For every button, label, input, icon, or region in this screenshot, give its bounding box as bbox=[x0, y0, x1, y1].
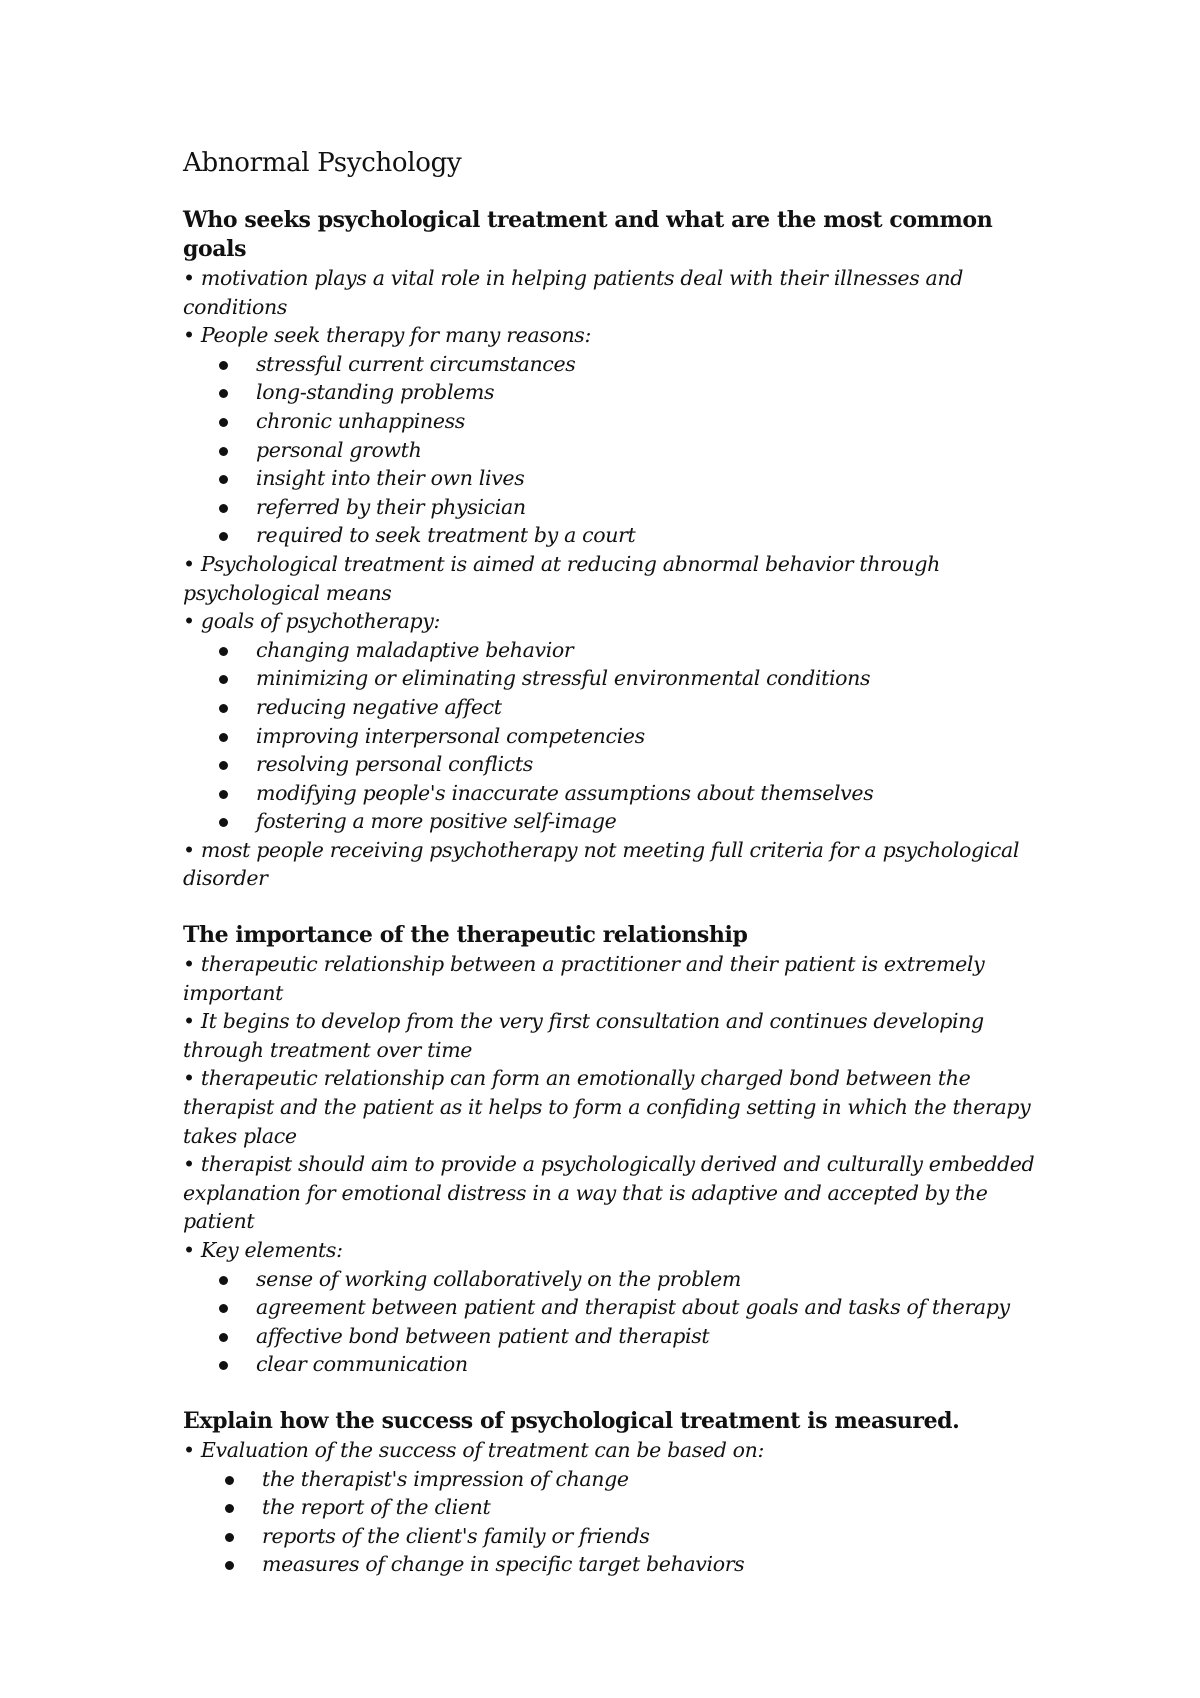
bullet-text: Evaluation of the success of treatment can be based on: bbox=[200, 1437, 765, 1462]
list-item-text: reducing negative affect bbox=[256, 694, 502, 719]
list-item-text: reports of the client's family or friends bbox=[262, 1523, 650, 1548]
bullet-dot-icon bbox=[219, 733, 228, 742]
list-item bbox=[183, 722, 1043, 751]
list-item bbox=[183, 493, 1043, 522]
bullet-text: Psychological treatment is aimed at reducing abnormal behavior through psychological means bbox=[183, 551, 941, 605]
section-heading: The importance of the therapeutic relationship bbox=[183, 922, 748, 949]
bullet-dot-icon bbox=[219, 761, 228, 770]
list-item bbox=[183, 378, 1043, 407]
bullet-text: People seek therapy for many reasons: bbox=[200, 323, 592, 348]
list-item bbox=[183, 779, 1043, 808]
bullet-paragraph bbox=[183, 607, 1043, 636]
list-item-text: insight into their own lives bbox=[256, 466, 525, 491]
list-item-text: the therapist's impression of change bbox=[262, 1466, 629, 1491]
list-item-text: the report of the client bbox=[262, 1495, 491, 1520]
list-item-text: minimizing or eliminating stressful environmental conditions bbox=[256, 666, 871, 691]
section-measuring-success bbox=[183, 1407, 1043, 1579]
section-therapeutic-relationship bbox=[183, 921, 1043, 1379]
list-item-text: sense of working collaboratively on the problem bbox=[256, 1266, 741, 1291]
list-item bbox=[183, 1465, 1043, 1494]
bullet-text: therapeutic relationship between a practitioner and their patient is extremely important bbox=[183, 952, 985, 1005]
bullet-text: therapist should aim to provide a psychologically derived and culturally embedded explanation for emotional distress in a way that is adaptive and accepted by the patient bbox=[183, 1152, 1035, 1234]
bullet-marker: • bbox=[183, 266, 195, 290]
section-who-seeks-treatment bbox=[183, 206, 1043, 893]
bullet-dot-icon bbox=[219, 361, 228, 370]
bullet-paragraph bbox=[183, 321, 1043, 350]
list-item-text: stressful current circumstances bbox=[256, 351, 576, 376]
list-item-text: personal growth bbox=[256, 437, 422, 462]
section-heading: Who seeks psychological treatment and what are the most common goals bbox=[183, 207, 993, 262]
list-item-text: changing maladaptive behavior bbox=[256, 637, 574, 662]
list-item bbox=[183, 464, 1043, 493]
list-item bbox=[183, 1322, 1043, 1351]
section-heading: Explain how the success of psychological treatment is measured. bbox=[183, 1407, 960, 1434]
bullet-marker: • bbox=[183, 952, 195, 977]
bullet-paragraph bbox=[183, 550, 1043, 607]
bullet-marker: • bbox=[183, 323, 195, 348]
bullet-dot-icon bbox=[219, 504, 228, 513]
bullet-paragraph bbox=[183, 1150, 1043, 1236]
list-item bbox=[183, 807, 1043, 836]
bullet-dot-icon bbox=[219, 675, 228, 684]
bullet-paragraph bbox=[183, 1007, 1043, 1064]
bullet-dot-icon bbox=[225, 1504, 234, 1513]
document-title: Abnormal Psychology bbox=[183, 148, 462, 178]
bullet-text: motivation plays a vital role in helping patients deal with their illnesses and conditions bbox=[183, 266, 964, 319]
bullet-paragraph bbox=[183, 1064, 1043, 1150]
measures-list bbox=[183, 1465, 1043, 1579]
list-item bbox=[183, 1293, 1043, 1322]
reasons-list bbox=[183, 350, 1043, 550]
goals-list bbox=[183, 636, 1043, 836]
bullet-dot-icon bbox=[219, 704, 228, 713]
list-item-text: required to seek treatment by a court bbox=[256, 523, 636, 548]
bullet-text: It begins to develop from the very first consultation and continues developing through treatment over time bbox=[183, 1009, 984, 1062]
document-page bbox=[183, 146, 1043, 1607]
list-item-text: resolving personal conflicts bbox=[256, 752, 533, 777]
bullet-text: goals of psychotherapy: bbox=[200, 609, 441, 634]
list-item-text: modifying people's inaccurate assumptions about themselves bbox=[256, 780, 874, 805]
bullet-dot-icon bbox=[219, 475, 228, 484]
key-elements-list bbox=[183, 1265, 1043, 1379]
bullet-dot-icon bbox=[219, 790, 228, 799]
bullet-dot-icon bbox=[219, 447, 228, 456]
list-item bbox=[183, 1493, 1043, 1522]
bullet-dot-icon bbox=[219, 1333, 228, 1342]
list-item-text: affective bond between patient and therapist bbox=[256, 1323, 710, 1348]
bullet-paragraph bbox=[183, 950, 1043, 1007]
list-item bbox=[183, 407, 1043, 436]
list-item bbox=[183, 350, 1043, 379]
list-item-text: fostering a more positive self-image bbox=[256, 809, 617, 834]
bullet-text: Key elements: bbox=[200, 1238, 343, 1262]
bullet-marker: • bbox=[183, 1437, 195, 1462]
bullet-dot-icon bbox=[219, 1304, 228, 1313]
list-item-text: agreement between patient and therapist about goals and tasks of therapy bbox=[256, 1295, 1010, 1320]
bullet-marker: • bbox=[183, 1238, 195, 1262]
list-item-text: measures of change in specific target behaviors bbox=[262, 1552, 745, 1577]
bullet-dot-icon bbox=[219, 818, 228, 827]
bullet-dot-icon bbox=[219, 389, 228, 398]
bullet-dot-icon bbox=[219, 1361, 228, 1370]
list-item-text: long-standing problems bbox=[256, 380, 495, 405]
bullet-text: therapeutic relationship can form an emotionally charged bond between the therapist and the patient as it helps to form a confiding setting in which the therapy takes place bbox=[183, 1066, 1031, 1148]
bullet-marker: • bbox=[183, 609, 195, 634]
list-item-text: referred by their physician bbox=[256, 494, 526, 519]
list-item bbox=[183, 1550, 1043, 1579]
bullet-paragraph bbox=[183, 1436, 1043, 1465]
bullet-dot-icon bbox=[219, 647, 228, 656]
list-item bbox=[183, 1350, 1043, 1379]
list-item-text: clear communication bbox=[256, 1352, 468, 1377]
list-item bbox=[183, 693, 1043, 722]
bullet-dot-icon bbox=[225, 1533, 234, 1542]
bullet-marker: • bbox=[183, 1066, 195, 1091]
bullet-paragraph bbox=[183, 1236, 1043, 1265]
bullet-dot-icon bbox=[219, 1276, 228, 1285]
bullet-dot-icon bbox=[219, 532, 228, 541]
bullet-text: most people receiving psychotherapy not meeting full criteria for a psychological disorder bbox=[183, 837, 1020, 891]
bullet-marker: • bbox=[183, 837, 195, 862]
list-item bbox=[183, 664, 1043, 693]
list-item bbox=[183, 436, 1043, 465]
list-item bbox=[183, 1522, 1043, 1551]
list-item bbox=[183, 521, 1043, 550]
bullet-dot-icon bbox=[219, 418, 228, 427]
list-item-text: chronic unhappiness bbox=[256, 408, 465, 433]
bullet-marker: • bbox=[183, 1009, 195, 1034]
bullet-paragraph bbox=[183, 836, 1043, 893]
bullet-dot-icon bbox=[225, 1476, 234, 1485]
list-item bbox=[183, 750, 1043, 779]
list-item-text: improving interpersonal competencies bbox=[256, 723, 645, 748]
list-item bbox=[183, 636, 1043, 665]
list-item bbox=[183, 1265, 1043, 1294]
bullet-dot-icon bbox=[225, 1561, 234, 1570]
bullet-paragraph bbox=[183, 264, 1043, 321]
bullet-marker: • bbox=[183, 1152, 195, 1177]
bullet-marker: • bbox=[183, 551, 195, 576]
